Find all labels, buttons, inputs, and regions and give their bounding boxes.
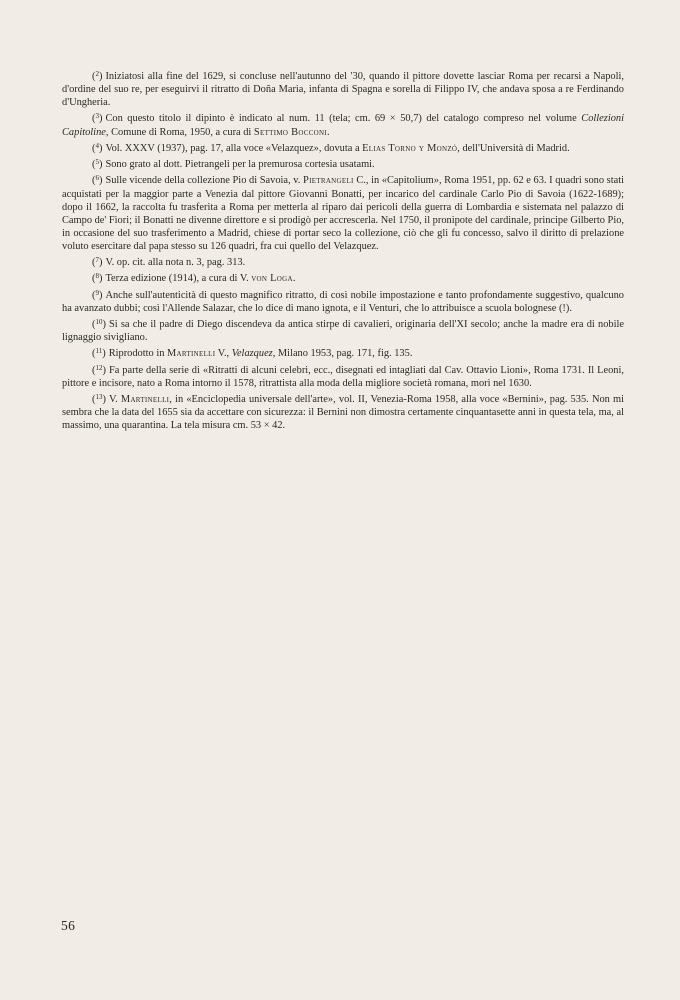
footnote-4 [62,142,624,155]
page-number: 56 [61,918,76,933]
footnote-2 [62,70,624,109]
footnote-text: . [292,273,296,285]
footnote-7 [62,256,624,269]
author-name: von Loga [251,273,293,285]
footnote-number: ($^{12}$) [92,363,106,376]
footnote-13 [62,393,624,432]
footnote-text: Terza edizione (1914), a cura di V. [105,273,252,285]
footnote-9 [62,289,624,315]
footnote-text: , Milano 1953, pag. 171, fig. 135. [272,348,413,360]
footnote-number: ($^9$) [92,288,103,301]
footnote-text: Fa parte della serie di «Ritratti di alcuni celebri, ecc., disegnati ed intagliati dal Cav. Ottavio Lioni», Roma 1731. Il Leoni, pittore e incisore, nato a Roma intorno il 1578, ritrattista alla moda della migliore società romana, morì nel 1630. [62,364,624,389]
footnote-text: V. [108,394,121,406]
italic-title: Velazquez [231,348,273,360]
footnote-text: Vol. XXXV (1937), pag. 17, alla voce «Velazquez», dovuta a [105,142,363,154]
author-name: Martinelli [120,394,170,406]
footnote-5 [62,158,624,171]
footnote-text: Iniziatosi alla fine del 1629, si concluse nell'autunno del '30, quando il pittore dovette lasciar Roma per recarsi a Napoli, d'ordine del suo re, per eseguirvi il ritratto di Doña Maria, infanta di Spagna e sorella di Filippo IV, che andava sposa a re Ferdinando d'Ungheria. [62,71,624,109]
footnote-number: ($^{10}$) [92,318,106,331]
footnote-text: . [327,126,330,138]
footnote-number: ($^{13}$) [92,393,106,406]
footnote-number: ($^7$) [92,256,103,269]
author-name: Martinelli [167,348,216,360]
footnote-text: Con questo titolo il dipinto è indicato al num. 11 (tela; cm. 69 × 50,7) del catalogo compreso nel volume [105,113,582,125]
footnote-text: Sulle vicende della collezione Pio di Savoia, v. [105,175,303,187]
author-name: Elias Torno y Monzó [362,142,458,154]
footnote-text: , Comune di Roma, 1950, a cura di [105,126,254,138]
author-name: Settimo Bocconi [253,126,328,138]
footnote-number: ($^{11}$) [92,347,106,360]
footnote-text: Sono grato al dott. Pietrangeli per la premurosa cortesia usatami. [105,159,375,171]
footnote-text: V., [215,348,232,360]
footnote-text: V. op. cit. alla nota n. 3, pag. 313. [105,257,246,269]
footnote-number: ($^8$) [92,272,103,285]
footnote-12 [62,364,624,390]
footnote-text: Si sa che il padre di Diego discendeva da antica stirpe di cavalieri, originaria dell'XI secolo; anche la madre era di nobile lignaggio sivigliano. [62,319,624,344]
footnote-number: ($^5$) [92,158,103,171]
footnote-text: , dell'Università di Madrid. [457,142,570,154]
footnote-text: C., in «Capitolium», Roma 1951, pp. 62 e 63. I quadri sono stati acquistati per la maggior parte a Venezia dal pittore Giovanni Bonatti, per incarico del cardinale Carlo Pio di Savoia (1622-1689); dopo il 1662, la raccolta fu trasferita a Roma per metterla al riparo dai pericoli della guerra di Lombardia e sistemata nel palazzo di Campo de' Fiori; il Bonatti ne divenne direttore e si prodigò per accrescerla. Nel 1750, il pronipote del cardinale, principe Gilberto Pio, in occasione del suo trasferimento a Madrid, chiese di portar seco la collezione, ciò che gli fu concesso, salvo il diritto di prelazione voluto esercitare dal papa stesso su 126 quadri, fra cui quello del Velazquez. [62,175,624,252]
footnote-text: Riprodotto in [108,348,167,360]
footnote-number: ($^4$) [92,141,103,154]
footnote-number: ($^2$) [92,70,103,82]
footnote-8 [62,272,624,285]
footnote-text: Anche sull'autenticità di questo magnifico ritratto, di così nobile impostazione e tanto profondamente suggestivo, qualcuno ha avanzato dubbi; così l'Allende Salazar, che lo dice di mano ignota, e il Venturi, che lo attribuisce a scuola bolognese (!). [62,289,624,314]
italic-title: Collezioni Capitoline [62,113,624,138]
footnote-number: ($^3$) [92,112,103,125]
author-name: Pietrangeli [303,175,354,187]
footnote-6 [62,174,624,253]
footnotes [62,70,624,436]
footnote-3 [62,112,624,138]
footnote-number: ($^6$) [92,174,103,187]
footnote-11 [62,347,624,360]
footnote-10 [62,318,624,344]
footnote-text: , in «Enciclopedia universale dell'arte», vol. II, Venezia-Roma 1958, alla voce «Bernini», pag. 535. Non mi sembra che la data del 1655 sia da accettare con sicurezza: il Bernini non dimostra certamente cinquantasette anni in questa tela, ma, al massimo, una quarantina. La tela misura cm. 53 × 42. [62,394,624,432]
